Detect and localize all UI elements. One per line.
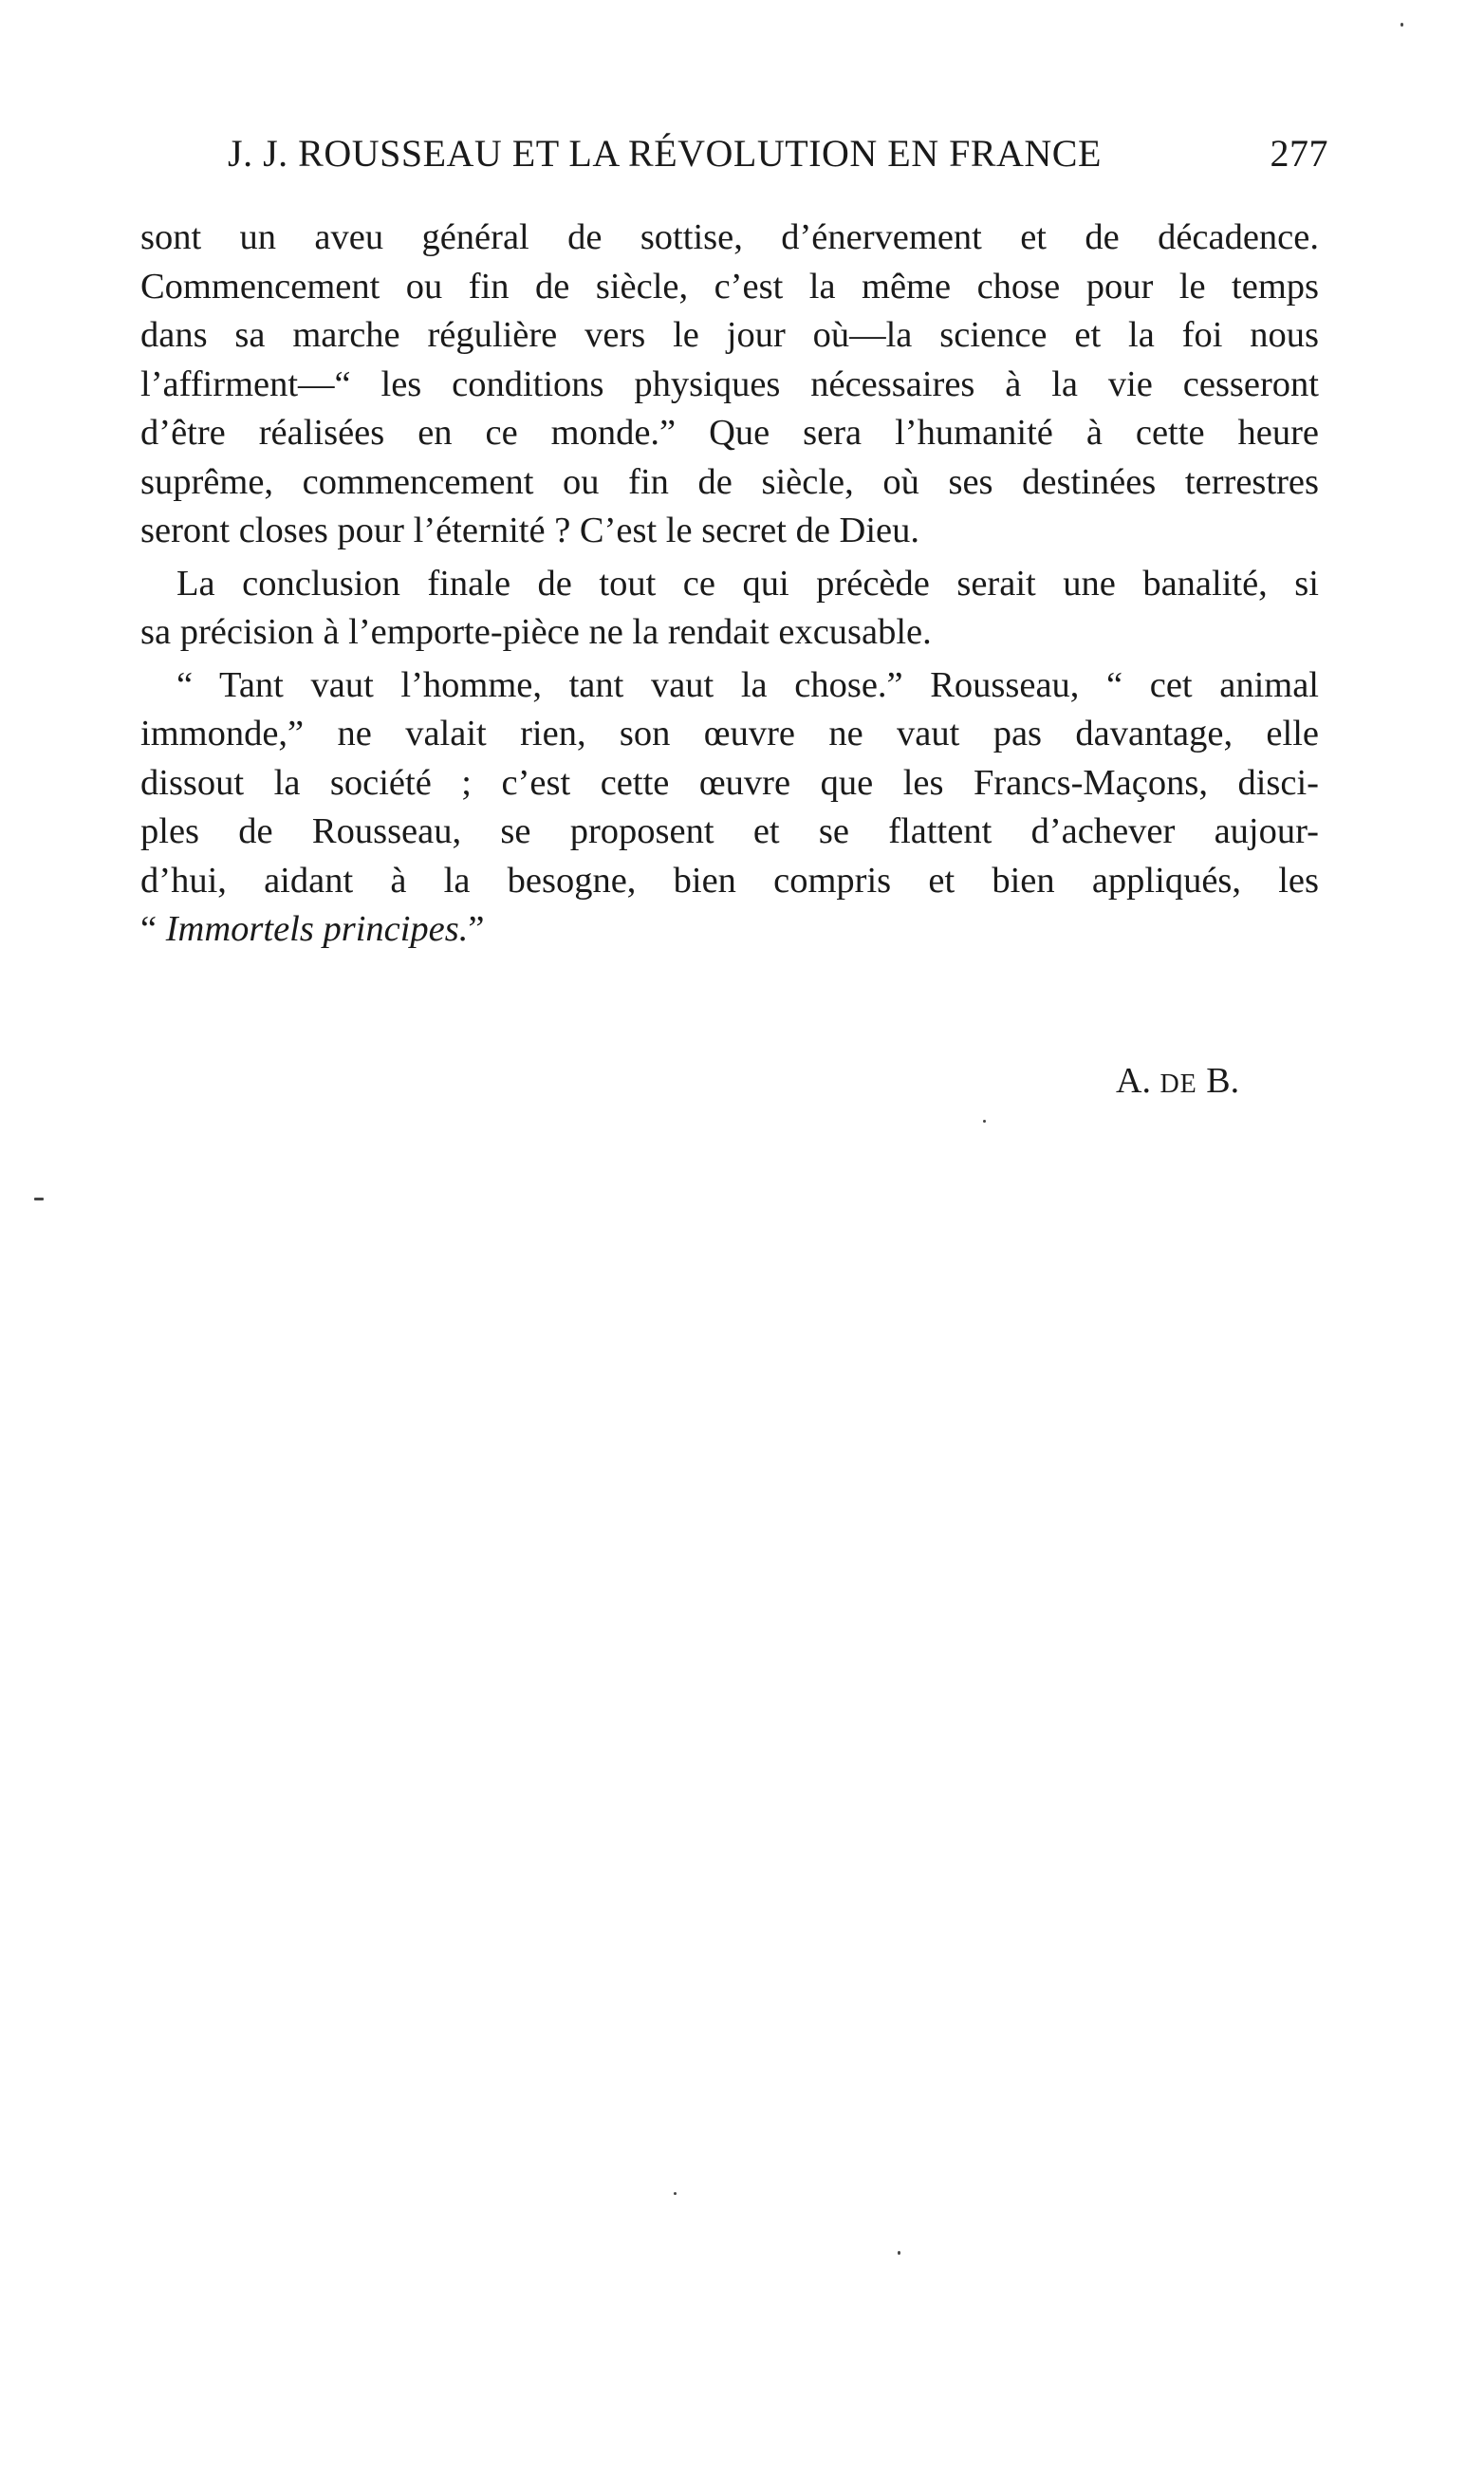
open-quote: “ [140, 909, 158, 949]
italic-phrase: Immortels principes. [165, 909, 469, 949]
paragraph-1 [140, 214, 1319, 556]
scan-speck [674, 2192, 677, 2195]
text-line: l’affirment—“ les conditions physiques nécessaires à la vie cesseront [140, 363, 1319, 404]
text-line: suprême, commencement ou fin de siècle, où ses destinées terrestres [140, 461, 1319, 502]
text-line: Commencement ou fin de siècle, c’est la même chose pour le temps [140, 266, 1319, 307]
text-line-italic-phrase [140, 905, 1319, 955]
body-text [140, 214, 1319, 955]
text-line: ples de Rousseau, se proposent et se flattent d’achever aujour- [140, 811, 1319, 851]
author-signature [1116, 1060, 1239, 1102]
scan-speck [898, 2251, 900, 2255]
signature-particle: DE [1159, 1069, 1197, 1099]
signature-initial: A. [1116, 1061, 1151, 1101]
scan-speck [983, 1120, 986, 1123]
text-line: sont un aveu général de sottise, d’énervement et de décadence. [140, 217, 1319, 257]
text-line: dans sa marche régulière vers le jour où—la science et la foi nous [140, 315, 1319, 355]
text-line: immonde,” ne valait rien, son œuvre ne vaut pas davantage, elle [140, 714, 1319, 753]
paragraph-2 [140, 560, 1319, 658]
text-line: La conclusion finale de tout ce qui précède serait une banalité, si [176, 563, 1319, 604]
text-line: dissout la société ; c’est cette œuvre que les Francs-Maçons, disci- [140, 762, 1319, 803]
signature-final: B. [1206, 1061, 1240, 1101]
close-quote: ” [468, 909, 485, 949]
text-line: d’hui, aidant à la besogne, bien compris et bien appliqués, les [140, 860, 1319, 901]
running-title: J. J. ROUSSEAU ET LA RÉVOLUTION EN FRANCE [228, 132, 1102, 175]
scan-speck [1401, 23, 1403, 27]
text-line: sa précision à l’emporte-pièce ne la rendait excusable. [140, 612, 932, 652]
text-line: “ Tant vaut l’homme, tant vaut la chose.” Rousseau, “ cet animal [176, 664, 1319, 705]
running-header [228, 131, 1328, 176]
scan-speck [34, 1198, 44, 1200]
text-line: seront closes pour l’éternité ? C’est le secret de Dieu. [140, 511, 920, 550]
text-line: d’être réalisées en ce monde.” Que sera l’humanité à cette heure [140, 413, 1319, 453]
page-number: 277 [1270, 132, 1328, 175]
paragraph-3 [140, 661, 1319, 955]
